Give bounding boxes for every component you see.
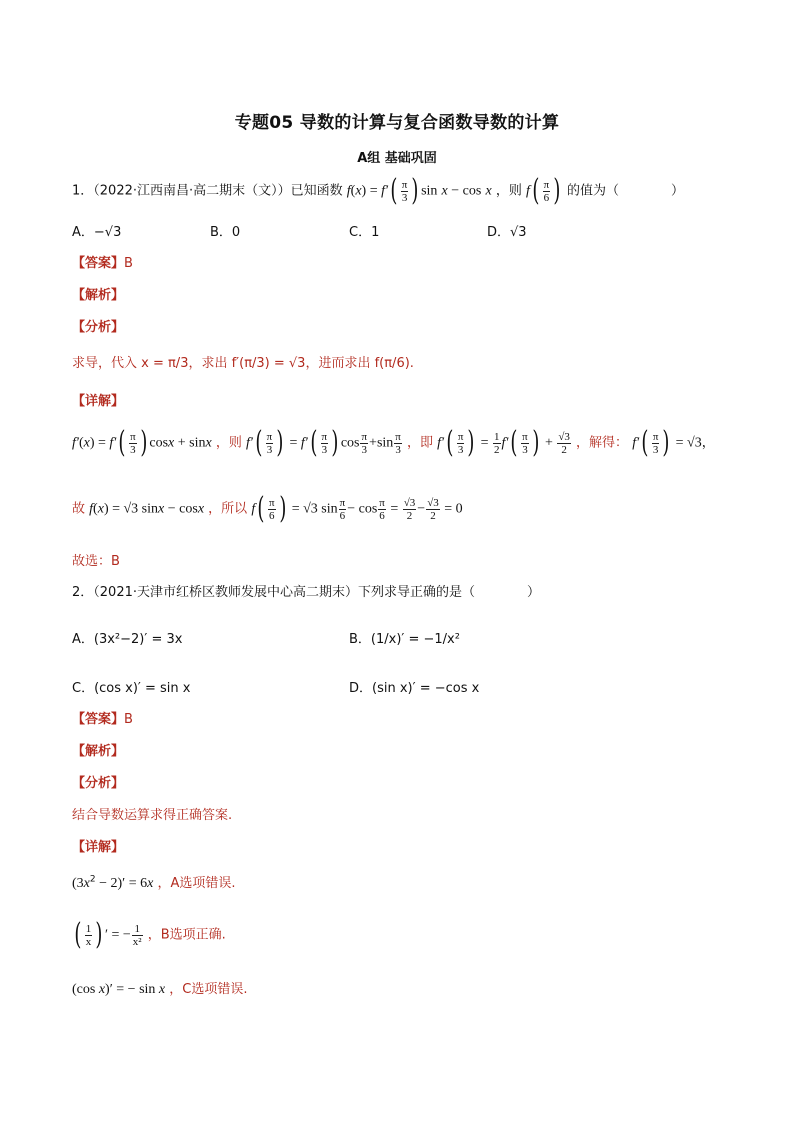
q2-analysis-label: 【解析】 <box>72 744 125 759</box>
q2-fenxi-label: 【分析】 <box>72 776 125 791</box>
page-title: 专题05 导数的计算与复合函数导数的计算 <box>234 113 560 133</box>
q1-answer <box>72 252 133 271</box>
q2-fenxi-text: 结合导数运算求得正确答案. <box>72 808 233 823</box>
q2-answer <box>72 708 133 727</box>
q2-option-a: A．(3x²−2)′ = 3x <box>72 632 183 647</box>
q2-detail-c-text: ，C选项错误. <box>169 982 248 997</box>
q1-stem-prefix: 1．（2022·江西南昌·高二期末（文））已知函数 <box>72 183 343 199</box>
q2-detail-b-text: ，B选项正确. <box>147 927 226 943</box>
q1-detail-line2: 故 f(x) = √3 sinx − cosx ，所以 f( $\frac{\pi}{6}$ ) = √3 sin $\frac{\pi}{6}$ − cos $\frac{\pi}{6}$ = $\frac{√3}{2}$ − $\frac{√3}{2}$ = 0 <box>72 491 463 526</box>
q1-stem-suffix: 的值为（ ） <box>567 183 685 199</box>
q2-detail-c: (cos x)′ = − sin x ，C选项错误. <box>72 982 248 997</box>
q1-option-a: A．−√3 <box>72 225 122 240</box>
q2-detail-b: ( $\frac{1}{x}$ ) ′ = − $\frac{1}{\text{x²}}$ ，B选项正确. <box>74 917 226 952</box>
q1-detail-line1: f′(x) = f′( $\frac{\pi}{3}$ ) cosx + sinx ，则 f′( $\frac{\pi}{3}$ ) = f′( $\frac{\pi}{3}$ ) cos $\frac{\pi}{3}$ +sin $\frac{\pi}{3}$ ，即 f′( $\frac{\pi}{3}$ ) = $\frac{1}{2}$ f′( $\frac{\pi}{3}$ ) + $\frac{√3}{2}$ ，解得： f′( $\frac{\pi}{3}$ ) = √3， <box>72 425 715 460</box>
q2-detail-a: $(3x^2 - 2)' = 6x$ ，A选项错误. <box>72 874 236 891</box>
q2-stem: 2．（2021·天津市红桥区教师发展中心高二期末）下列求导正确的是（ ） <box>72 585 540 600</box>
q1-fenxi-label: 【分析】 <box>72 320 125 335</box>
q1-stem-mid: ，则 <box>495 183 522 199</box>
q1-answer-value: B <box>124 256 133 271</box>
q2-answer-value: B <box>124 712 133 727</box>
answer-label: 【答案】 <box>72 256 125 271</box>
answer-label: 【答案】 <box>72 712 125 727</box>
q2-option-d: D．(sin x)′ = −cos x <box>349 681 480 696</box>
q1-detail-mid3: ，解得： <box>576 435 629 451</box>
q1-detail2-prefix: 故 <box>72 501 86 517</box>
q2-option-c: C．(cos x)′ = sin x <box>72 681 191 696</box>
q2-option-b: B．(1/x)′ = −1/x² <box>349 632 460 647</box>
q2-detail-a-text: ，A选项错误. <box>157 876 236 891</box>
q1-option-d: D．√3 <box>487 225 527 240</box>
q1-analysis-label: 【解析】 <box>72 288 125 303</box>
q2-detail-label: 【详解】 <box>72 840 125 855</box>
q1-option-c: C．1 <box>349 225 380 240</box>
q1-detail-mid1: ，则 <box>215 435 242 451</box>
q1-fenxi-text: 求导，代入 x = π/3，求出 f′(π/3) = √3，进而求出 f(π/6). <box>72 356 414 371</box>
q1-conclusion: 故选：B <box>72 554 120 569</box>
q1-detail-label: 【详解】 <box>72 394 125 409</box>
q1-stem: 1．（2022·江西南昌·高二期末（文））已知函数 f(x) = f′( $\frac{\pi}{3}$ ) sin x − cos x ，则 f( $\frac{\pi}{6}$ ) 的值为（ ） <box>72 173 685 208</box>
q1-detail2-mid: ，所以 <box>208 501 248 517</box>
group-heading: A组 基础巩固 <box>357 151 437 166</box>
q1-detail-mid2: ，即 <box>406 435 433 451</box>
q1-option-b: B．0 <box>210 225 241 240</box>
